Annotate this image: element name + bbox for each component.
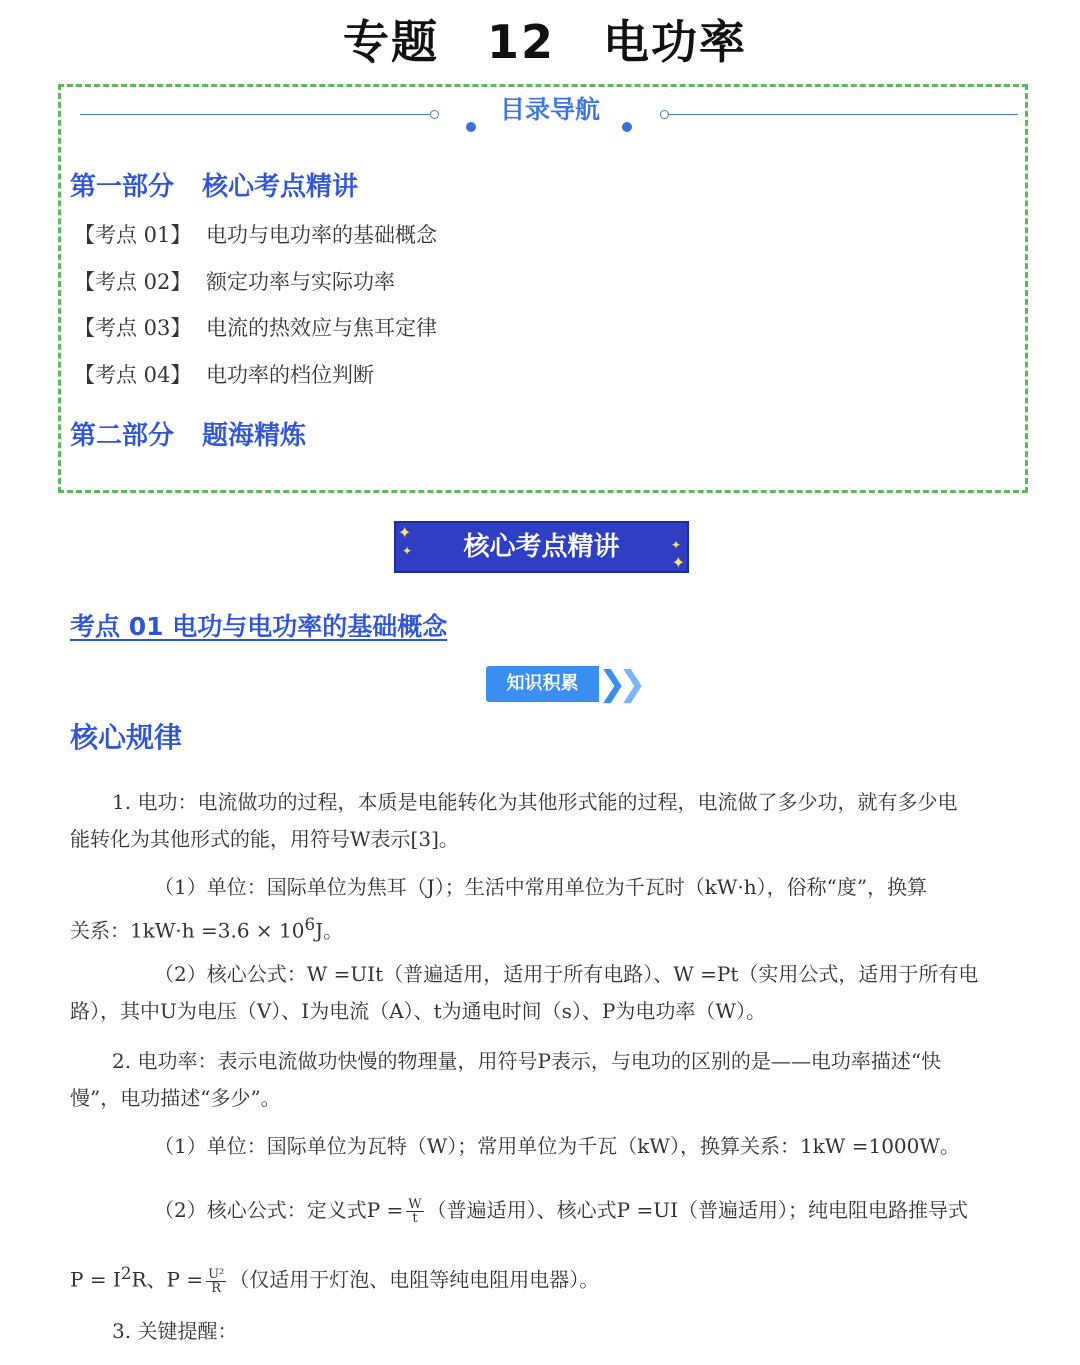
chevron-right-icon: ❯ (618, 664, 647, 704)
text-span: （仅适用于灯泡、电阻等纯电阻用电器）。 (229, 1267, 600, 1292)
text-line (70, 906, 1020, 950)
section-banner (394, 521, 689, 573)
toc-item-02[interactable] (74, 266, 395, 296)
toc-ornament-icon (430, 110, 439, 119)
fraction (406, 1198, 423, 1225)
text-line: 慢”，电功描述“多少”。 (70, 1086, 281, 1110)
banner-label: 核心考点精讲 (463, 532, 620, 562)
chevron-right-icon: ❯ (598, 664, 627, 704)
toc-item-label: 额定功率与实际功率 (206, 270, 395, 294)
toc-heading: 目录导航 (499, 95, 600, 124)
paragraph-electric-work (70, 784, 1020, 858)
sparkle-icon: ✦ (670, 538, 681, 552)
paragraph-power-formula (70, 1192, 1020, 1229)
knowledge-pill: 知识积累 (486, 666, 599, 702)
toc-part-2[interactable] (70, 415, 306, 452)
toc-item-tag: 【考点 04】 (74, 363, 192, 387)
section-title: 考点 01 电功与电功率的基础概念 (70, 612, 448, 641)
text-line: （2）核心公式：W =UIt（普遍适用，适用于所有电路）、W =Pt（实用公式，适用于所有电 (154, 962, 979, 986)
toc-ornament-icon (660, 110, 669, 119)
paragraph-electric-power (70, 1043, 1020, 1117)
toc-item-tag: 【考点 01】 (74, 223, 192, 247)
denominator: R (211, 1280, 222, 1296)
toc-divider-right (668, 114, 1018, 115)
toc-part-number: 第一部分 (70, 172, 175, 202)
text-span: J。 (315, 918, 344, 943)
text-line: 路），其中U为电压（V）、I为电流（A）、t为通电时间（s）、P为电功率（W）。 (70, 999, 766, 1023)
denominator: t (412, 1211, 418, 1226)
text-span: （2）核心公式：定义式P = (154, 1198, 404, 1222)
core-title: 核心规律 (70, 721, 183, 754)
paragraph-work-unit (70, 869, 1020, 950)
superscript: 6 (304, 915, 316, 934)
toc-item-label: 电流的热效应与焦耳定律 (206, 316, 437, 340)
toc-part-name: 题海精炼 (202, 421, 307, 451)
text-line: 1. 电功：电流做功的过程，本质是电能转化为其他形式能的过程，电流做了多少功，就有多少电 (112, 790, 958, 814)
sparkle-icon: ✦ (402, 544, 413, 558)
text-line (70, 1192, 1020, 1229)
text-line: 3. 关键提醒： (112, 1319, 238, 1343)
toc-item-tag: 【考点 03】 (74, 316, 192, 340)
toc-divider-left (80, 114, 430, 115)
toc-item-03[interactable] (74, 312, 437, 342)
fraction (206, 1268, 226, 1295)
text-span: 关系：1kW·h =3.6 × 10 (70, 918, 305, 943)
document-title: 专题 12 电功率 (342, 15, 748, 69)
text-line: （1）单位：国际单位为焦耳（J）；生活中常用单位为千瓦时（kW·h），俗称“度”，换算 (154, 875, 928, 899)
toc-item-label: 电功与电功率的基础概念 (206, 223, 437, 247)
paragraph-key-reminder (70, 1313, 1020, 1350)
toc-item-tag: 【考点 02】 (74, 270, 192, 294)
text-span: R、P = (131, 1267, 204, 1292)
paragraph-power-unit (70, 1128, 1020, 1165)
paragraph-power-derived (70, 1255, 1020, 1299)
toc-item-label: 电功率的档位判断 (206, 363, 374, 387)
toc-item-04[interactable] (74, 359, 374, 389)
text-span: P = I (70, 1267, 121, 1292)
text-line: 能转化为其他形式的能，用符号W表示[3]。 (70, 827, 459, 851)
toc-part-1[interactable] (70, 166, 358, 203)
paragraph-work-formula (70, 956, 1020, 1030)
toc-item-01[interactable] (74, 219, 437, 249)
text-span: （普遍适用）、核心式P =UI（普遍适用）；纯电阻电路推导式 (426, 1198, 968, 1222)
text-line: 2. 电功率：表示电流做功快慢的物理量，用符号P表示，与电功的区别的是——电功率描述“快 (112, 1049, 942, 1073)
superscript: 2 (120, 1264, 132, 1283)
numerator: U² (208, 1266, 225, 1282)
toc-part-number: 第二部分 (70, 421, 175, 451)
sparkle-icon: ✦ (398, 523, 412, 542)
text-line: （1）单位：国际单位为瓦特（W）；常用单位为千瓦（kW），换算关系：1kW =1000W。 (154, 1134, 960, 1158)
numerator: W (408, 1197, 422, 1212)
toc-part-name: 核心考点精讲 (202, 172, 359, 202)
sparkle-icon: ✦ (671, 553, 685, 572)
text-line (70, 1255, 1020, 1299)
